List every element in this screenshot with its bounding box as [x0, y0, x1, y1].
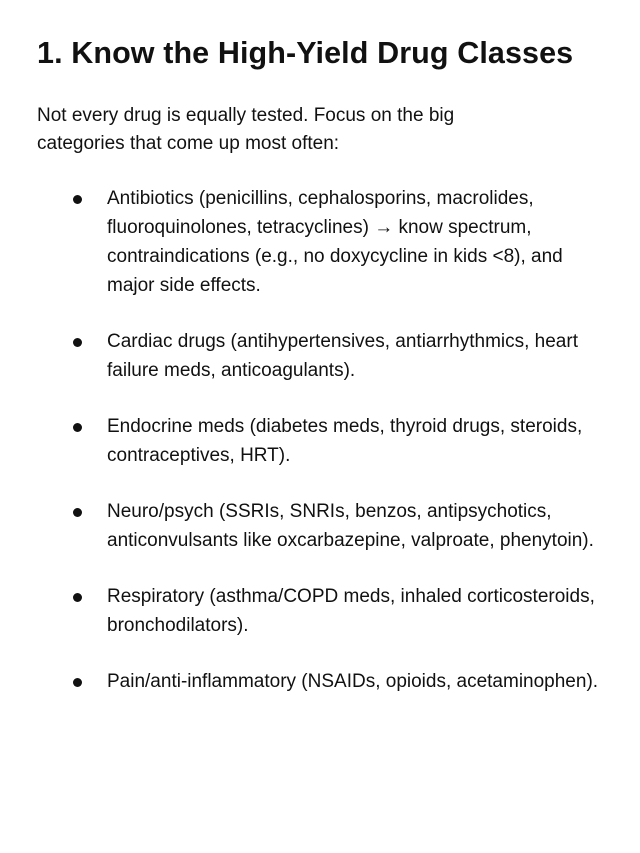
- list-item-text: Endocrine meds (diabetes meds, thyroid drugs, steroids, contraceptives, HRT).: [107, 416, 583, 466]
- list-item-text: Respiratory (asthma/COPD meds, inhaled corticosteroids, bronchodilators).: [107, 586, 595, 636]
- bullet-icon: [73, 508, 82, 517]
- section-heading: 1. Know the High-Yield Drug Classes: [37, 36, 574, 70]
- list-item-antibiotics: [37, 184, 602, 300]
- list-item-endocrine: [37, 412, 602, 470]
- bullet-icon: [73, 423, 82, 432]
- list-item-pain: [37, 667, 602, 696]
- bullet-icon: [73, 338, 82, 347]
- list-item-respiratory: [37, 582, 602, 640]
- list-item-text: Pain/anti-inflammatory (NSAIDs, opioids, acetaminophen).: [107, 671, 599, 692]
- list-item-cardiac: [37, 327, 602, 385]
- list-item-text: Antibiotics (penicillins, cephalosporins, macrolides, fluoroquinolones, tetracyclines) → know spectrum, contraindications (e.g., no doxycycline in kids <8), and major side effects.: [107, 188, 563, 296]
- intro-paragraph: Not every drug is equally tested. Focus on the big categories that come up most often:: [37, 105, 455, 154]
- bullet-icon: [73, 678, 82, 687]
- drug-class-list: [37, 184, 602, 696]
- list-item-text: Cardiac drugs (antihypertensives, antiarrhythmics, heart failure meds, anticoagulants).: [107, 331, 578, 381]
- list-item-text: Neuro/psych (SSRIs, SNRIs, benzos, antipsychotics, anticonvulsants like oxcarbazepine, valproate, phenytoin).: [107, 501, 594, 551]
- bullet-icon: [73, 195, 82, 204]
- list-item-neuro-psych: [37, 497, 602, 555]
- bullet-icon: [73, 593, 82, 602]
